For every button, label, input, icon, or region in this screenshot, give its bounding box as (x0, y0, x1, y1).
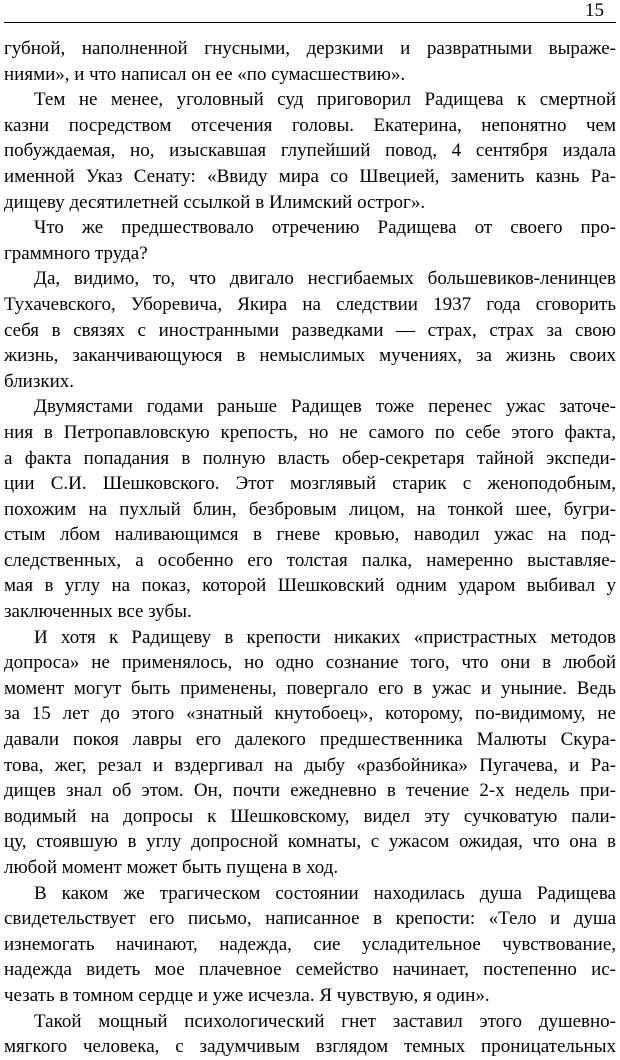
text-line: мая в углу на показ, которой Шешковский одним ударом выбивал у (4, 575, 616, 597)
text-line: момент могут быть применены, повергало его в ужас и уныние. Ведь (4, 677, 616, 699)
text-line: дищев знал об этом. Он, почти ежедневно в течение 2-х недель при- (4, 780, 616, 802)
text-line: В каком же трагическом состоянии находилась душа Радищева (34, 882, 616, 904)
paragraph (4, 625, 616, 881)
text-line: губной, наполненной гнусными, дерзкими и развратными выраже- (4, 38, 616, 59)
paragraph (4, 36, 616, 87)
text-line: похожим на пухлый блин, безбровым лицом, на тонкой шее, бугри- (4, 498, 616, 520)
text-line: надежда видеть мое плачевное семейство начинает, постепенно ис- (4, 959, 616, 981)
text-line: цу, стоявшую в углу допросной комнаты, с ужасом ожидая, что она в (4, 831, 616, 853)
page-number: 15 (585, 0, 604, 21)
text-line: допроса» не применялось, но одно сознание того, что они в любой (4, 652, 616, 674)
text-line: свидетельствует его письмо, написанное в крепости: «Тело и душа (4, 908, 616, 930)
paragraph (4, 881, 616, 1009)
text-line: граммного труда? (4, 242, 148, 264)
text-line: Что же предшествовало отречению Радищева от своего про- (34, 217, 616, 239)
text-line: мягкого человека, с задумчивым взглядом темных проницательных (4, 1036, 616, 1058)
text-line: побуждаемая, но, изыскавшая глупейший повод, 4 сентября издала (4, 140, 616, 162)
text-line: за 15 лет до этого «знатный кнутобоец», которому, по-видимому, не (4, 703, 616, 725)
text-line: водимый на допросы к Шешковскому, видел эту сучковатую пали- (4, 805, 616, 827)
text-line: Такой мощный психологический гнет заставил этого душевно- (34, 1010, 616, 1032)
paragraph (4, 215, 616, 266)
text-line: това, жег, резал и вздергивал на дыбу «разбойника» Пугачева, и Ра- (4, 754, 616, 776)
text-line: близких. (4, 370, 74, 392)
header-rule (4, 22, 616, 23)
paragraph (4, 1009, 616, 1060)
text-line: дищеву десятилетней ссылкой в Илимский острог». (4, 191, 426, 213)
text-line: давали покоя лавры его далекого предшественника Малюты Скура- (4, 729, 616, 751)
text-line: Тухачевского, Уборевича, Якира на следствии 1937 года сговорить (4, 293, 616, 315)
paragraph (4, 266, 616, 394)
text-line: изнемогать начинают, надежда, сие усладительное чувствование, (4, 933, 616, 955)
text-line: Тем не менее, уголовный суд приговорил Радищева к смертной (34, 89, 616, 111)
paragraph (4, 87, 616, 215)
text-line: заключенных все зубы. (4, 601, 192, 623)
body-text (4, 36, 616, 1060)
paragraph (4, 394, 616, 624)
text-line: И хотя к Радищеву в крепости никаких «пристрастных методов (34, 626, 616, 648)
text-line: ниями», и что написал он ее «по сумасшествию». (4, 63, 406, 85)
text-line: а факта попадания в полную власть обер-секретаря тайной экспеди- (4, 447, 616, 469)
text-line: себя в связях с иностранными разведками — страх, страх за свою (4, 319, 616, 341)
text-line: жизнь, заканчивающуюся в немыслимых мучениях, за жизнь своих (4, 345, 616, 367)
text-line: именной Указ Сенату: «Ввиду мира со Швецией, заменить казнь Ра- (4, 165, 616, 187)
text-line: ции С.И. Шешковского. Этот мозглявый старик с женоподобным, (4, 473, 616, 495)
text-line: чезать в томном сердце и уже исчезла. Я чувствую, я один». (4, 984, 490, 1006)
text-line: Двумястами годами раньше Радищев тоже перенес ужас заточе- (34, 396, 616, 418)
text-line: стым лбом наливающимся в гневе кровью, наводил ужас на под- (4, 524, 616, 546)
text-line: казни посредством отсечения головы. Екатерина, непонятно чем (4, 114, 616, 136)
text-line: следственных, а особенно его толстая палка, намеренно выставляе- (4, 549, 616, 571)
text-line: Да, видимо, то, что двигало несгибаемых большевиков-ленинцев (34, 268, 616, 290)
running-header (4, 0, 616, 22)
text-line: ния в Петропавловскую крепость, но не самого по себе этого факта, (4, 421, 616, 443)
text-line: любой момент может быть пущена в ход. (4, 857, 339, 878)
